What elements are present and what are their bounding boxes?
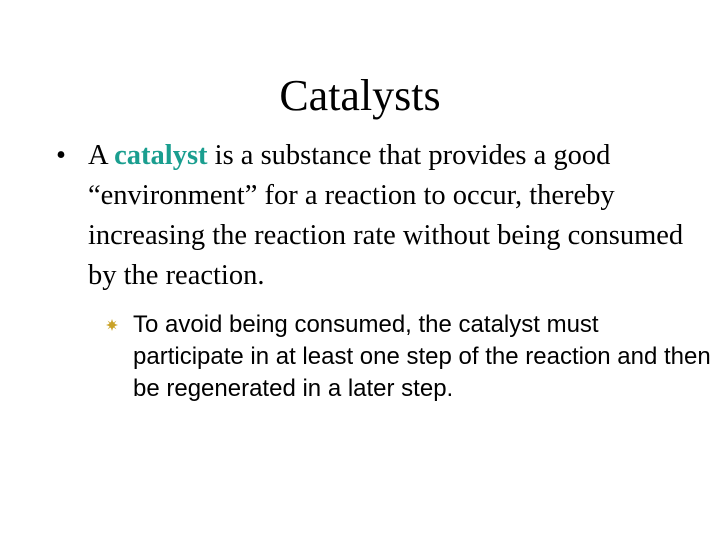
slide-title: Catalysts: [279, 71, 441, 120]
sub-bullet: [133, 309, 713, 405]
bullet-marker: •: [56, 140, 66, 171]
main-bullet: [56, 136, 708, 296]
bullet-definition-text: is a substance that provides a good “environment” for a reaction to occur, thereby increasing the reaction rate without being consumed by the reaction.: [88, 140, 684, 291]
sub-bullet-text: To avoid being consumed, the catalyst must participate in at least one step of the reaction and then be regenerated in a later step.: [133, 311, 711, 402]
catalyst-term: catalyst: [114, 140, 208, 171]
bullet-prefix: A: [88, 140, 115, 171]
sun-bullet-icon: [106, 319, 118, 331]
